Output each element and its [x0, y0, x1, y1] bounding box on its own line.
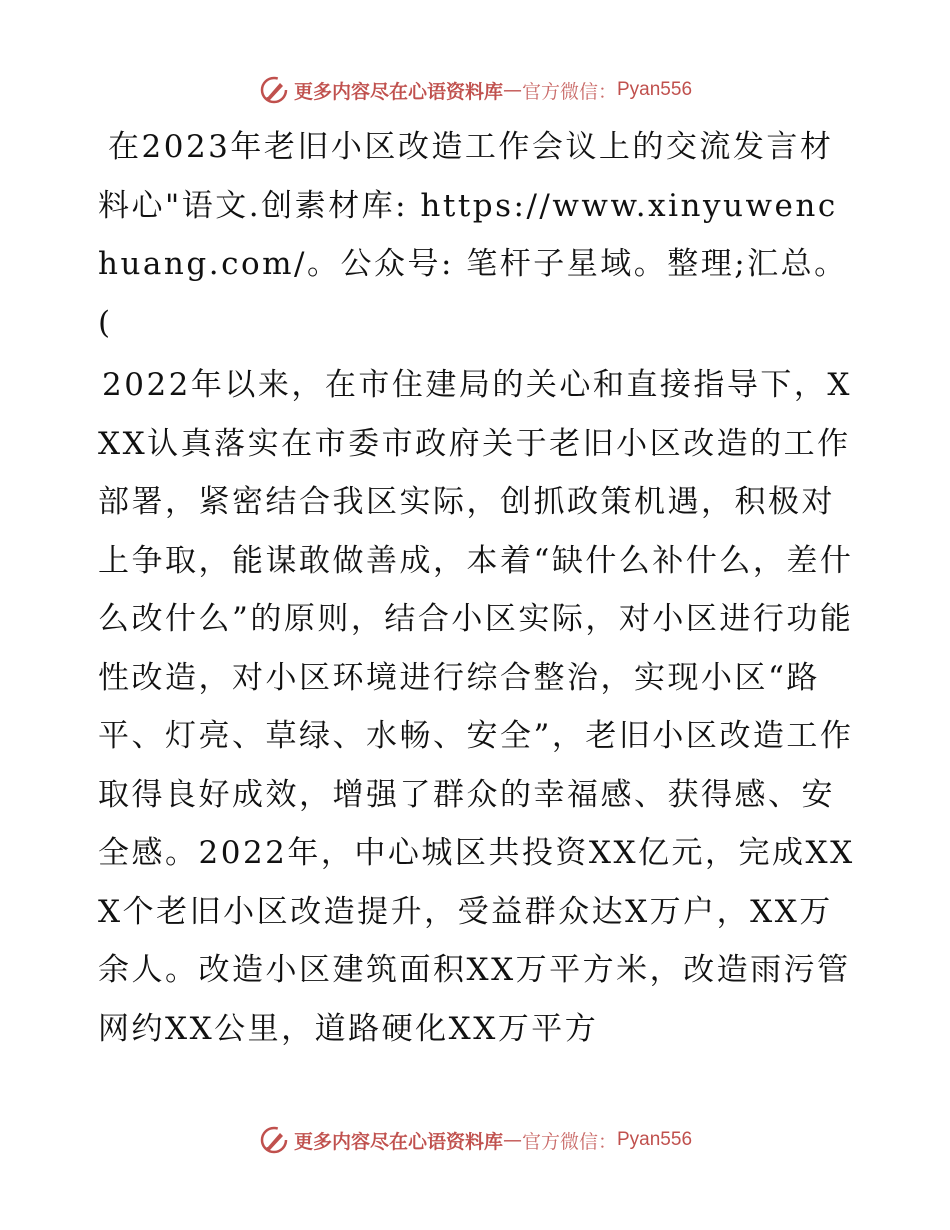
banner-wechat-label: 官方微信： [521, 1130, 617, 1153]
banner-wechat-label: 官方微信： [521, 80, 617, 103]
banner-dash: — [502, 1129, 522, 1151]
pen-circle-logo-icon [258, 1124, 290, 1156]
pen-circle-logo-icon [258, 74, 290, 106]
header-watermark [0, 70, 950, 110]
title-paragraph: 在2023年老旧小区改造工作会议上的交流发言材料心"语文.创素材库: https://www.xinyuwenchuang.com/。公众号: 笔杆子星域。整理;汇总。 ( [98, 129, 848, 341]
body-paragraph: 2022年以来，在市住建局的关心和直接指导下，XXX认真落实在市委市政府关于老旧小区改造的工作部署，紧密结合我区实际，创抓政策机遇，积极对上争取，能谋敢做善成，本着“缺什么补什么，差什么改什么”的原则，结合小区实际，对小区进行功能性改造，对小区环境进行综合整治，实现小区“路平、灯亮、草绿、水畅、安全”，老旧小区改造工作取得良好成效，增强了群众的幸福感、获得感、安全感。2022年，中心城区共投资XX亿元，完成XXX个老旧小区改造提升，受益群众达X万户，XX万余人。改造小区建筑面积XX万平方米，改造雨污管网约XX公里，道路硬化XX万平方 [98, 367, 855, 1047]
banner-main-text: 更多内容尽在心语资料库 [293, 80, 503, 103]
banner-main-text: 更多内容尽在心语资料库 [293, 1130, 503, 1153]
banner-wechat-id: Pyan556 [617, 79, 693, 100]
footer-watermark [0, 1120, 950, 1160]
banner-dash: — [502, 79, 522, 101]
banner-wechat-id: Pyan556 [617, 1129, 693, 1150]
document-body [98, 118, 858, 1058]
